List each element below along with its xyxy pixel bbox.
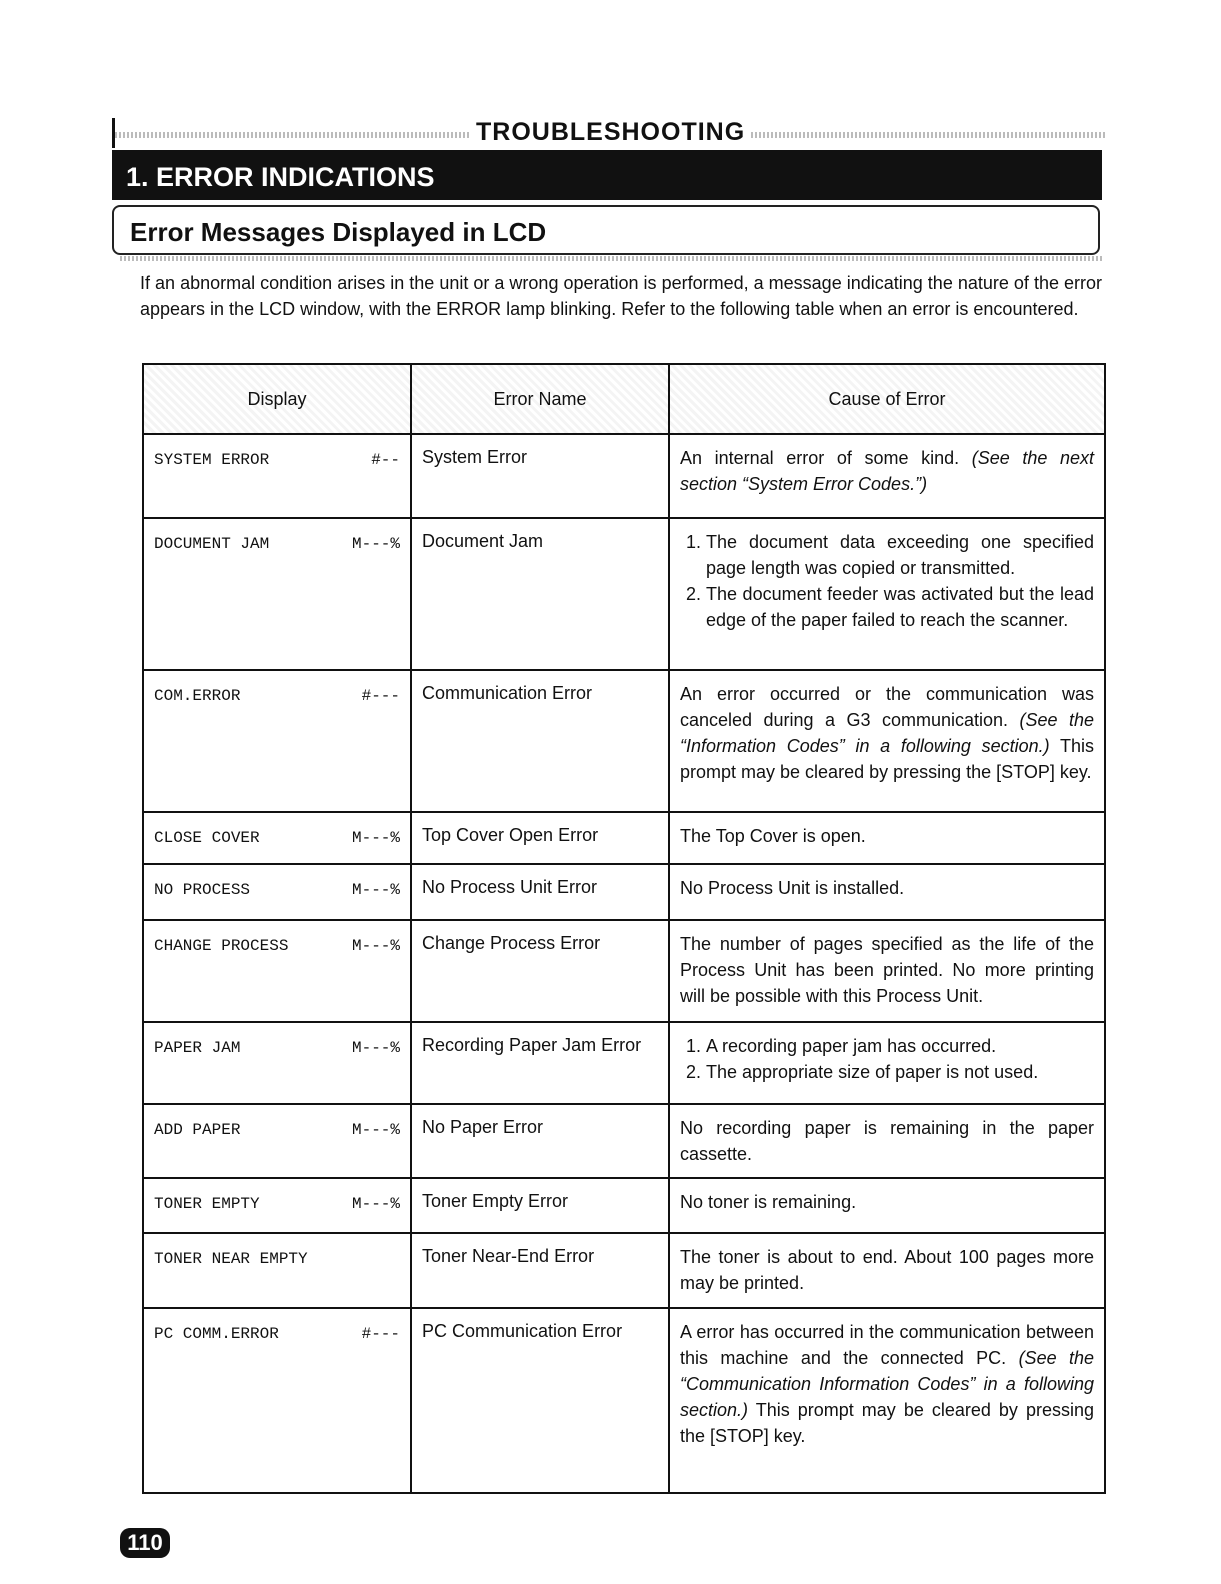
cause-text: No toner is remaining. bbox=[680, 1192, 857, 1212]
cause-cell bbox=[669, 1022, 1105, 1104]
table-row bbox=[143, 864, 1105, 920]
cause-text: A error has occurred in the communication between this machine and the connected PC. bbox=[680, 1322, 1094, 1368]
cause-cell bbox=[669, 1178, 1105, 1233]
display-cell bbox=[143, 864, 411, 920]
table-row bbox=[143, 1233, 1105, 1308]
error-table bbox=[142, 363, 1106, 1494]
display-cell bbox=[143, 920, 411, 1022]
subsection-title: Error Messages Displayed in LCD bbox=[130, 217, 547, 247]
cause-cell bbox=[669, 1233, 1105, 1308]
table-row bbox=[143, 670, 1105, 812]
cause-text: This prompt may be cleared by pressing the [STOP] key. bbox=[680, 1400, 1094, 1446]
table-row bbox=[143, 812, 1105, 864]
cause-text: The number of pages specified as the life of the Process Unit has been printed. No more printing will be possible with this Process Unit. bbox=[680, 934, 1094, 1006]
display-code: M---% bbox=[351, 1121, 400, 1139]
error-name-cell: Recording Paper Jam Error bbox=[411, 1022, 669, 1104]
display-cell bbox=[143, 1308, 411, 1493]
display-text: COM.ERROR bbox=[154, 687, 241, 705]
display-code: M---% bbox=[351, 1039, 400, 1057]
table-row bbox=[143, 518, 1105, 670]
display-text: DOCUMENT JAM bbox=[154, 535, 270, 553]
display-text: PC COMM.ERROR bbox=[154, 1325, 279, 1343]
display-code: M---% bbox=[351, 535, 400, 553]
cause-item: 2. The document feeder was activated but the lead edge of the paper failed to reach the scanner. bbox=[706, 581, 1094, 633]
cause-cell bbox=[669, 920, 1105, 1022]
cause-text: An error occurred or the communication was canceled during a G3 communication. bbox=[680, 684, 1094, 730]
cause-cell bbox=[669, 518, 1105, 670]
display-code: #--- bbox=[361, 1325, 400, 1343]
error-name-cell: Toner Empty Error bbox=[411, 1178, 669, 1233]
error-name-cell: System Error bbox=[411, 434, 669, 518]
display-text: CHANGE PROCESS bbox=[154, 937, 289, 955]
display-cell bbox=[143, 1178, 411, 1233]
cause-text: (See the next section “System Error Codes.”) bbox=[680, 448, 1094, 494]
display-code: #--- bbox=[361, 687, 400, 705]
error-name-cell: No Paper Error bbox=[411, 1104, 669, 1178]
display-text: ADD PAPER bbox=[154, 1121, 241, 1139]
page-number: 110 bbox=[120, 1528, 170, 1558]
cause-cell bbox=[669, 434, 1105, 518]
display-cell bbox=[143, 1022, 411, 1104]
display-code: M---% bbox=[351, 937, 400, 955]
display-cell bbox=[143, 1104, 411, 1178]
error-name-cell: Top Cover Open Error bbox=[411, 812, 669, 864]
display-cell bbox=[143, 1233, 411, 1308]
section-header bbox=[112, 118, 1105, 148]
display-cell bbox=[143, 518, 411, 670]
cause-cell bbox=[669, 1104, 1105, 1178]
table-row bbox=[143, 1178, 1105, 1233]
error-name-cell: Communication Error bbox=[411, 670, 669, 812]
error-name-cell: Toner Near-End Error bbox=[411, 1233, 669, 1308]
table-row bbox=[143, 434, 1105, 518]
cause-text: An internal error of some kind. bbox=[680, 448, 972, 468]
cause-cell bbox=[669, 1308, 1105, 1493]
cause-cell bbox=[669, 864, 1105, 920]
cause-cell bbox=[669, 812, 1105, 864]
display-text: SYSTEM ERROR bbox=[154, 451, 270, 469]
section-title: TROUBLESHOOTING bbox=[470, 118, 751, 147]
cause-text: The toner is about to end. About 100 pages more may be printed. bbox=[680, 1247, 1094, 1293]
cause-text: This prompt may be cleared by pressing the [STOP] key. bbox=[680, 736, 1094, 782]
table-row bbox=[143, 920, 1105, 1022]
cause-item: 1. The document data exceeding one specified page length was copied or transmitted. bbox=[706, 529, 1094, 581]
error-name-cell: Change Process Error bbox=[411, 920, 669, 1022]
subsection-box bbox=[112, 205, 1100, 255]
error-name-cell: PC Communication Error bbox=[411, 1308, 669, 1493]
display-cell bbox=[143, 670, 411, 812]
cause-text: No Process Unit is installed. bbox=[680, 878, 905, 898]
display-cell bbox=[143, 812, 411, 864]
error-name-cell: No Process Unit Error bbox=[411, 864, 669, 920]
display-code: M---% bbox=[351, 881, 400, 899]
table-row bbox=[143, 1022, 1105, 1104]
cause-cell bbox=[669, 670, 1105, 812]
display-text: NO PROCESS bbox=[154, 881, 251, 899]
cause-text: (See the “Information Codes” in a following section.) bbox=[680, 710, 1095, 756]
display-text: PAPER JAM bbox=[154, 1039, 241, 1057]
chapter-title: 1. ERROR INDICATIONS bbox=[112, 150, 1102, 200]
header-error-name: Error Name bbox=[411, 364, 669, 434]
display-cell bbox=[143, 434, 411, 518]
display-code: #-- bbox=[371, 451, 400, 469]
display-code: M---% bbox=[351, 1195, 400, 1213]
cause-text: (See the “Communication Information Codes” in a following section.) bbox=[680, 1348, 1095, 1420]
cause-item: 1. A recording paper jam has occurred. bbox=[706, 1033, 1094, 1059]
display-code: M---% bbox=[351, 829, 400, 847]
cause-text: No recording paper is remaining in the paper cassette. bbox=[680, 1118, 1094, 1164]
table-row bbox=[143, 1104, 1105, 1178]
intro-paragraph: If an abnormal condition arises in the unit or a wrong operation is performed, a message indicating the nature of the error appears in the LCD window, with the ERROR lamp blinking. Refer to the following table when an error is encountered. bbox=[140, 273, 1102, 319]
header-display: Display bbox=[143, 364, 411, 434]
error-name-cell: Document Jam bbox=[411, 518, 669, 670]
header-cause: Cause of Error bbox=[669, 364, 1105, 434]
display-text: CLOSE COVER bbox=[154, 829, 260, 847]
table-row bbox=[143, 1308, 1105, 1493]
display-text: TONER NEAR EMPTY bbox=[154, 1250, 308, 1268]
display-text: TONER EMPTY bbox=[154, 1195, 260, 1213]
cause-item: 2. The appropriate size of paper is not used. bbox=[706, 1059, 1094, 1085]
cause-text: The Top Cover is open. bbox=[680, 826, 866, 846]
